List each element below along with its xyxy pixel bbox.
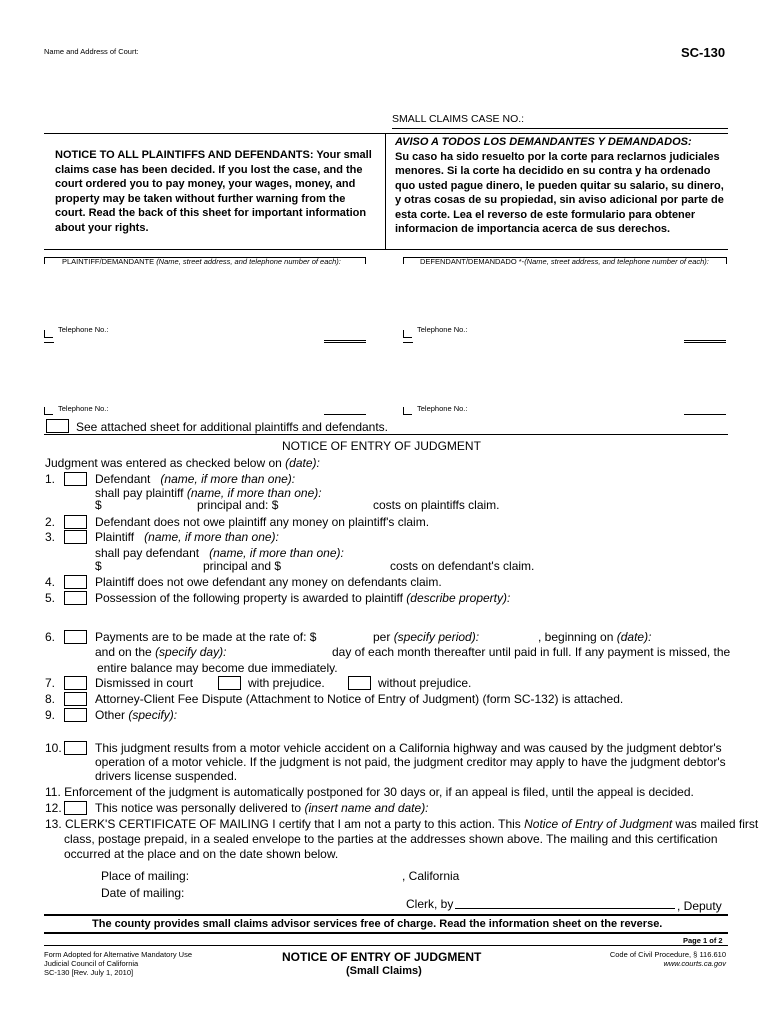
defendant-1-bracket-bottom [403,342,413,343]
item-1-dollar: $ [95,498,102,512]
item-10-line-1: This judgment results from a motor vehicle accident on a California highway and was caused by the judgment debtor's [95,741,722,755]
plaintiff-2-bracket [44,407,53,415]
defendant-2-phone-label: Telephone No.: [417,404,468,413]
item-13-line-3: occurred at the place and on the date shown below. [64,847,339,861]
place-of-mailing-label: Place of mailing: [101,869,190,883]
item-9-number: 9. [45,708,56,722]
plaintiff-1-bracket-right [324,342,366,343]
footer-title: NOTICE OF ENTRY OF JUDGMENT [282,950,482,964]
item-13-line-2: class, postage prepaid, in a sealed envelope to the parties at the addresses shown above. The mailing and this certification [64,832,718,846]
item-3-pay: shall pay defendant (name, if more than one): [95,546,344,560]
page-number: Page 1 of 2 [683,936,723,945]
item-12-number: 12. [45,801,62,815]
item-1-principal: principal and: $ [197,498,279,512]
item-6-month: day of each month thereafter until paid in full. If any payment is missed, the [332,645,731,659]
case-number-field[interactable] [392,128,728,129]
plaintiff-1-bracket [44,330,53,338]
defendant-1-bracket-right [684,342,726,343]
item-4-text: Plaintiff does not owe defendant any money on defendants claim. [95,575,442,589]
notice-english-title: NOTICE TO ALL PLAINTIFFS AND DEFENDANTS: [55,149,314,161]
plaintiff-2-phone-label: Telephone No.: [58,404,109,413]
advisor-box-top [44,914,728,916]
item-6-beginning: , beginning on (date): [538,630,652,644]
notice-box-top [44,133,728,134]
with-prejudice-checkbox[interactable] [218,676,241,690]
plaintiff-2-phone-field[interactable] [324,414,366,415]
notice-english [55,148,373,235]
form-adopted-line-1: Form Adopted for Alternative Mandatory Use [44,950,192,959]
defendant-label: DEFENDANT/DEMANDADO *-(Name, street address, and telephone number of each): [420,257,709,266]
item-7-number: 7. [45,676,56,690]
defendant-2-phone-field[interactable] [684,414,726,415]
item-5-checkbox[interactable] [64,591,87,605]
without-prejudice-label: without prejudice. [378,676,472,690]
item-3-principal: principal and $ [203,559,282,573]
with-prejudice-label: with prejudice. [248,676,325,690]
case-number-label: SMALL CLAIMS CASE NO.: [392,113,525,125]
item-7-text: Dismissed in court [95,676,194,690]
without-prejudice-checkbox[interactable] [348,676,371,690]
code-citation: Code of Civil Procedure, § 116.610 [609,950,726,959]
notice-spanish-title: AVISO A TODOS LOS DEMANDANTES Y DEMANDADOS: [395,136,692,148]
additional-parties-label: See attached sheet for additional plaintiffs and defendants. [76,420,389,434]
form-adopted-line-3: SC-130 [Rev. July 1, 2010] [44,968,134,977]
clerk-signature-line[interactable] [455,908,675,909]
form-adopted-line-2: Judicial Council of California [44,959,139,968]
item-6-number: 6. [45,630,56,644]
item-1-text: Defendant (name, if more than one): [95,472,296,486]
item-6-balance: entire balance may become due immediately. [97,661,338,675]
plaintiff-1-phone-label: Telephone No.: [58,325,109,334]
notice-box-divider [385,133,386,249]
item-13-line-1: 13. CLERK'S CERTIFICATE OF MAILING I certify that I am not a party to this action. This Notice of Entry of Judgment was mailed first [45,817,759,831]
court-name-label: Name and Address of Court: [44,47,139,56]
plaintiff-1-bracket-bottom [44,342,54,343]
item-1-pay: shall pay plaintiff (name, if more than one): [95,486,322,500]
footer-divider [44,945,728,946]
item-10-line-3: drivers license suspended. [95,769,238,783]
item-3-number: 3. [45,530,56,544]
parties-divider [44,434,728,435]
courts-url[interactable]: www.courts.ca.gov [663,959,726,968]
item-3-checkbox[interactable] [64,530,87,544]
notice-spanish-body: Su caso ha sido resuelto por la corte para reclarnos judiciales menores. Si la corte ha decidido en su contra y ha ordenado quo usted pague dinero, le pueden quitar su salario, su dinero, y otras cosas de su propiedad, sin aviso adicional por parte de esta corte. Lea el reverso de este formulario para obtener informacion de importancia acerca de sus derechos. [395,150,724,235]
code-block [610,950,726,968]
notice-spanish [395,135,725,237]
item-10-number: 10. [45,741,62,755]
defendant-1-bracket [403,330,412,338]
item-4-number: 4. [45,575,56,589]
notice-english-body: Your small claims case has been decided. If you lost the case, and the court ordered you to pay money, your wages, money, and property may be taken without further warning from the court. Read the back of this sheet for important information about your rights. [55,149,372,234]
item-6-rate: Payments are to be made at the rate of: $ [95,630,317,644]
item-1-number: 1. [45,472,56,486]
deputy-label: , Deputy [677,899,722,913]
item-2-text: Defendant does not owe plaintiff any money on plaintiff's claim. [95,515,430,529]
item-7-checkbox[interactable] [64,676,87,690]
item-3-dollar: $ [95,559,102,573]
defendant-1-phone-label: Telephone No.: [417,325,468,334]
additional-parties-checkbox[interactable] [46,419,69,433]
item-6-day: and on the (specify day): [95,645,227,659]
plaintiff-1-phone-field[interactable] [324,334,366,341]
item-5-number: 5. [45,591,56,605]
item-2-number: 2. [45,515,56,529]
clerk-label: Clerk, by [406,897,454,911]
defendant-1-phone-field[interactable] [684,334,726,341]
advisor-box-bottom [44,932,728,934]
plaintiff-label: PLAINTIFF/DEMANDANTE (Name, street address, and telephone number of each): [62,257,341,266]
form-adopted-block [44,950,192,977]
item-8-checkbox[interactable] [64,692,87,706]
item-2-checkbox[interactable] [64,515,87,529]
item-6-checkbox[interactable] [64,630,87,644]
item-3-costs: costs on defendant's claim. [390,559,535,573]
item-8-number: 8. [45,692,56,706]
item-11-text: 11. Enforcement of the judgment is automatically postponed for 30 days or, if an appeal is filed, until the appeal is decided. [45,785,694,799]
item-8-text: Attorney-Client Fee Dispute (Attachment to Notice of Entry of Judgment) (form SC-132) is attached. [95,692,624,706]
advisor-notice: The county provides small claims advisor services free of charge. Read the information sheet on the reverse. [92,918,663,930]
item-4-checkbox[interactable] [64,575,87,589]
item-12-checkbox[interactable] [64,801,87,815]
item-3-text: Plaintiff (name, if more than one): [95,530,279,544]
footer-subtitle: (Small Claims) [346,965,422,977]
item-9-checkbox[interactable] [64,708,87,722]
defendant-2-bracket [403,407,412,415]
judgment-intro: Judgment was entered as checked below on (date): [45,456,320,470]
judgment-heading: NOTICE OF ENTRY OF JUDGMENT [282,439,481,453]
item-5-text: Possession of the following property is awarded to plaintiff (describe property): [95,591,511,605]
date-of-mailing-label: Date of mailing: [101,886,185,900]
item-12-text: This notice was personally delivered to (insert name and date): [95,801,429,815]
form-number: SC-130 [681,45,726,60]
item-1-checkbox[interactable] [64,472,87,486]
california-label: , California [402,869,460,883]
item-10-checkbox[interactable] [64,741,87,755]
item-9-text: Other (specify): [95,708,178,722]
notice-box-bottom [44,249,728,250]
item-1-costs: costs on plaintiffs claim. [373,498,500,512]
item-10-line-2: operation of a motor vehicle. If the judgment is not paid, the judgment creditor may apply to have the judgment debtor's [95,755,726,769]
item-6-period: per (specify period): [373,630,480,644]
